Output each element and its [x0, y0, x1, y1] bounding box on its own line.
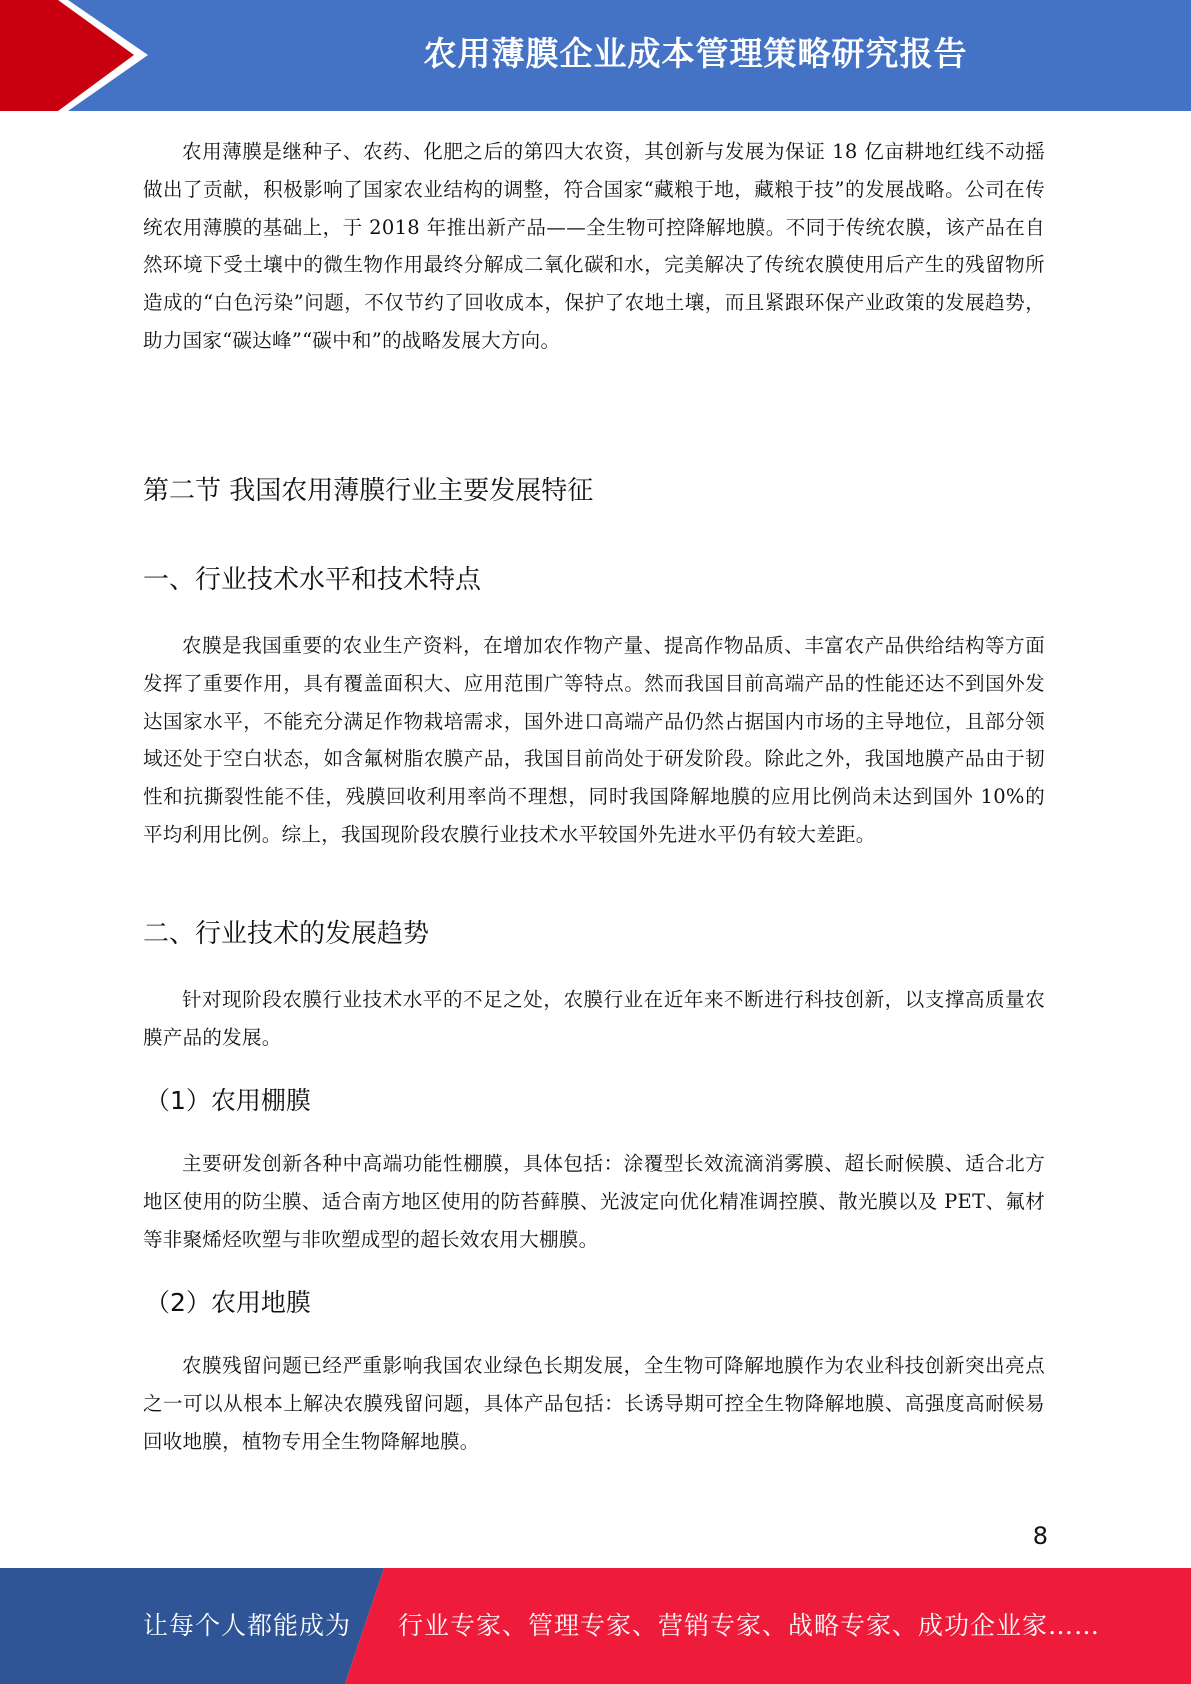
sub2-paragraph-block: [143, 1347, 1045, 1460]
sub1-heading-block: [143, 1081, 1045, 1117]
part2-paragraph: 针对现阶段农膜行业技术水平的不足之处，农膜行业在近年来不断进行科技创新，以支撑高质量农膜产品的发展。: [143, 988, 1045, 1049]
section-title: 第二节 我国农用薄膜行业主要发展特征: [143, 476, 594, 506]
part1-heading-block: [143, 559, 1045, 596]
section-block: [143, 470, 1045, 507]
sub1-paragraph-block: [143, 1145, 1045, 1258]
footer-slogan-left: 让每个人都能成为: [143, 1611, 352, 1640]
part1-heading: 一、行业技术水平和技术特点: [143, 565, 482, 595]
footer-band: [0, 1568, 1191, 1684]
sub2-heading: （2）农用地膜: [145, 1288, 311, 1317]
footer-slogan-right: 行业专家、管理专家、营销专家、战略专家、成功企业家……: [398, 1611, 1101, 1640]
part1-paragraph-block: [143, 627, 1045, 854]
sub1-heading: （1）农用棚膜: [145, 1086, 311, 1115]
sub2-heading-block: [143, 1283, 1045, 1319]
sub1-paragraph: 主要研发创新各种中高端功能性棚膜，具体包括：涂覆型长效流滴消雾膜、超长耐候膜、适合北方地区使用的防尘膜、适合南方地区使用的防苔藓膜、光波定向优化精准调控膜、散光膜以及 PET、氟材等非聚烯烃吹塑与非吹塑成型的超长效农用大棚膜。: [143, 1152, 1045, 1251]
header-band: [0, 0, 1191, 111]
sub2-paragraph: 农膜残留问题已经严重影响我国农业绿色长期发展，全生物可降解地膜作为农业科技创新突出亮点之一可以从根本上解决农膜残留问题，具体产品包括：长诱导期可控全生物降解地膜、高强度高耐候易回收地膜，植物专用全生物降解地膜。: [143, 1354, 1045, 1453]
part2-heading-block: [143, 913, 1045, 950]
report-title: 农用薄膜企业成本管理策略研究报告: [423, 34, 968, 73]
page-number: 8: [1032, 1522, 1048, 1550]
intro-paragraph: 农用薄膜是继种子、农药、化肥之后的第四大农资，其创新与发展为保证 18 亿亩耕地红线不动摇做出了贡献，积极影响了国家农业结构的调整，符合国家“藏粮于地，藏粮于技”的发展战略。公司在传统农用薄膜的基础上，于 2018 年推出新产品——全生物可控降解地膜。不同于传统农膜，该产品在自然环境下受土壤中的微生物作用最终分解成二氧化碳和水，完美解决了传统农膜使用后产生的残留物所造成的“白色污染”问题，不仅节约了回收成本，保护了农地土壤，而且紧跟环保产业政策的发展趋势，助力国家“碳达峰”“碳中和”的战略发展大方向。: [143, 140, 1045, 352]
part1-paragraph: 农膜是我国重要的农业生产资料，在增加农作物产量、提高作物品质、丰富农产品供给结构等方面发挥了重要作用，具有覆盖面积大、应用范围广等特点。然而我国目前高端产品的性能还达不到国外发达国家水平，不能充分满足作物栽培需求，国外进口高端产品仍然占据国内市场的主导地位，且部分领域还处于空白状态，如含氟树脂农膜产品，我国目前尚处于研发阶段。除此之外，我国地膜产品由于韧性和抗撕裂性能不佳，残膜回收利用率尚不理想，同时我国降解地膜的应用比例尚未达到国外 10%的平均利用比例。综上，我国现阶段农膜行业技术水平较国外先进水平仍有较大差距。: [143, 634, 1045, 846]
intro-block: [143, 133, 1045, 360]
part2-heading: 二、行业技术的发展趋势: [143, 919, 430, 949]
part2-paragraph-block: [143, 981, 1045, 1057]
